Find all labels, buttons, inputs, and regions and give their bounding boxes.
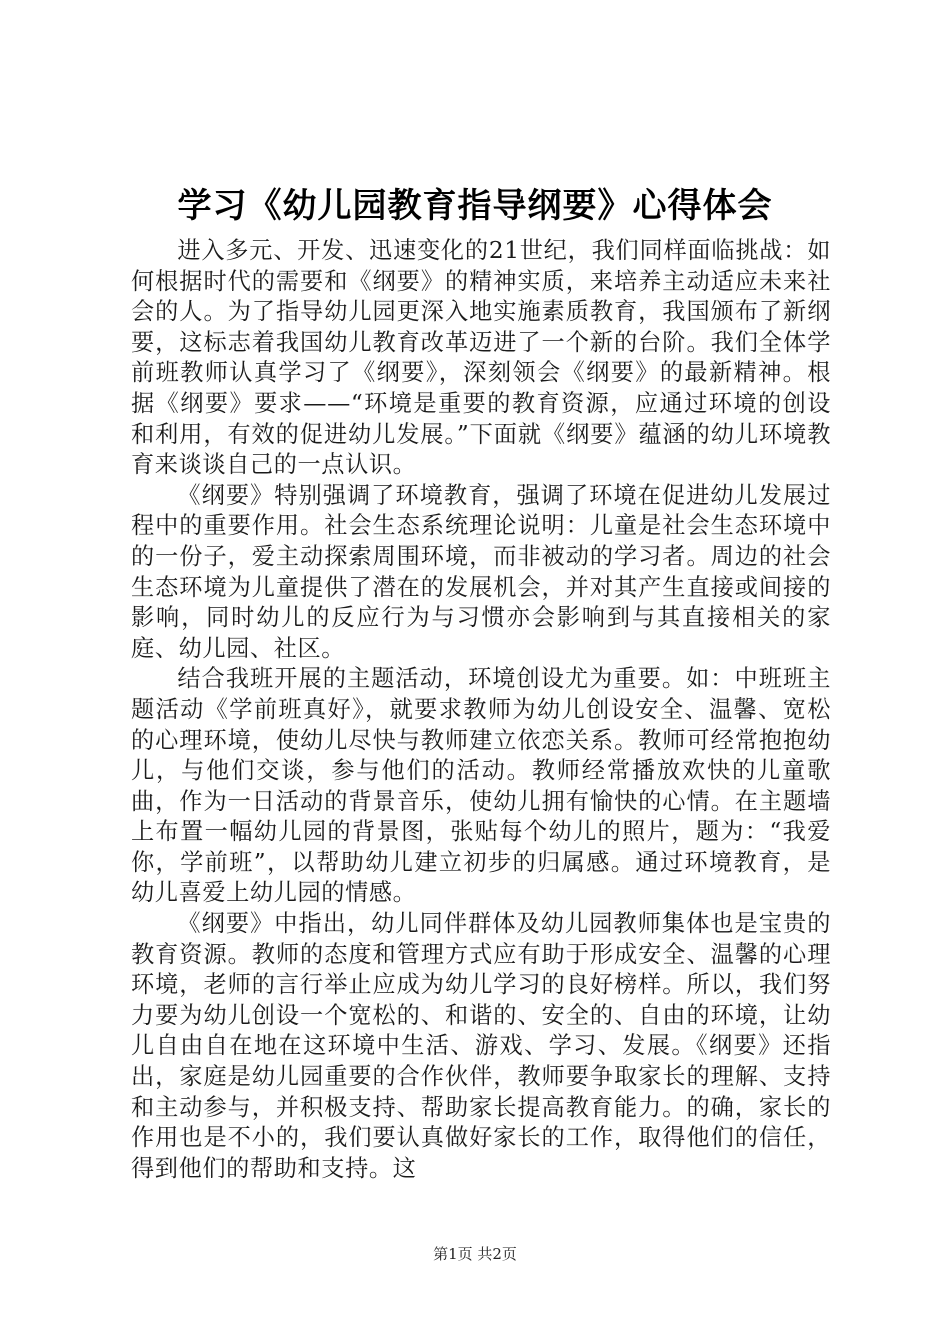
paragraph: 进入多元、开发、迅速变化的21世纪，我们同样面临挑战：如何根据时代的需要和《纲要》的精神实质，来培养主动适应未来社会的人。为了指导幼儿园更深入地实施素质教育，我国颁布了新纲要，这标志着我国幼儿教育改革迈进了一个新的台阶。我们全体学前班教师认真学习了《纲要》，深刻领会《纲要》的最新精神。根据《纲要》要求——“环境是重要的教育资源，应通过环境的创设和利用，有效的促进幼儿发展。”下面就《纲要》蕴涵的幼儿环境教育来谈谈自己的一点认识。 (131, 237, 831, 479)
paragraph: 《纲要》中指出，幼儿同伴群体及幼儿园教师集体也是宝贵的教育资源。教师的态度和管理方式应有助于形成安全、温馨的心理环境，老师的言行举止应成为幼儿学习的良好榜样。所以，我们努力要为幼儿创设一个宽松的、和谐的、安全的、自由的环境，让幼儿自由自在地在这环境中生活、游戏、学习、发展。《纲要》还指出，家庭是幼儿园重要的合作伙伴，教师要争取家长的理解、支持和主动参与，并积极支持、帮助家长提高教育能力。的确，家长的作用也是不小的，我们要认真做好家长的工作，取得他们的信任，得到他们的帮助和支持。这 (131, 910, 831, 1182)
document-body (131, 236, 831, 1184)
paragraph: 结合我班开展的主题活动，环境创设尤为重要。如：中班班主题活动《学前班真好》，就要求教师为幼儿创设安全、温馨、宽松的心理环境，使幼儿尽快与教师建立依恋关系。教师可经常抱抱幼儿，与他们交谈，参与他们的活动。教师经常播放欢快的儿童歌曲，作为一日活动的背景音乐，使幼儿拥有愉快的心情。在主题墙上布置一幅幼儿园的背景图，张贴每个幼儿的照片，题为：“我爱你，学前班”，以帮助幼儿建立初步的归属感。通过环境教育，是幼儿喜爱上幼儿园的情感。 (131, 665, 831, 907)
document-title: 学习《幼儿园教育指导纲要》心得体会 (177, 186, 773, 226)
page-number-footer: 第1页 共2页 (433, 1245, 517, 1263)
paragraph: 《纲要》特别强调了环境教育，强调了环境在促进幼儿发展过程中的重要作用。社会生态系统理论说明：儿童是社会生态环境中的一份子，爱主动探索周围环境，而非被动的学习者。周边的社会生态环境为儿童提供了潜在的发展机会，并对其产生直接或间接的影响，同时幼儿的反应行为与习惯亦会影响到与其直接相关的家庭、幼儿园、社区。 (131, 481, 831, 662)
